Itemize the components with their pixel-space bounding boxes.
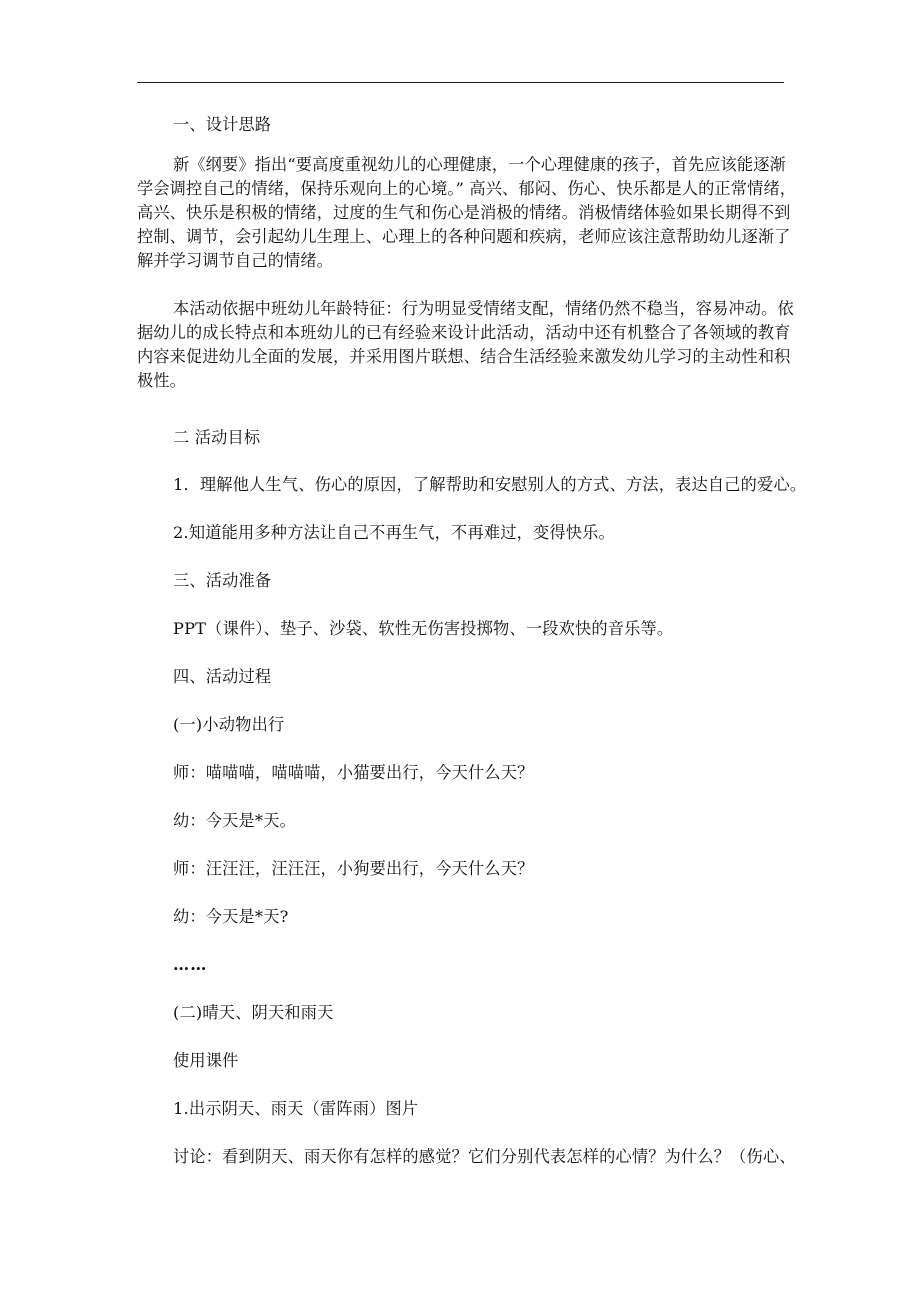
heading-activity-goals: 二 活动目标 (173, 428, 261, 447)
dialogue-teacher-cat: 师：喵喵喵，喵喵喵，小猫要出行，今天什么天？ (173, 763, 534, 782)
header-rule (137, 82, 784, 83)
preparation-list: PPT（课件）、垫子、沙袋、软性无伤害投掷物、一段欢快的音乐等。 (173, 619, 674, 638)
paragraph-line: 内容来促进幼儿全面的发展，并采用图片联想、结合生活经验来激发幼儿学习的主动性和积 (137, 347, 791, 366)
dialogue-child-2: 幼：今天是*天? (173, 907, 289, 926)
discussion-prompt: 讨论：看到阴天、雨天你有怎样的感觉？它们分别代表怎样的心情？为什么？（伤心、 (173, 1147, 796, 1166)
dialogue-child-1: 幼：今天是*天。 (173, 811, 297, 830)
heading-activity-preparation: 三、活动准备 (173, 571, 272, 590)
goal-item-1: 1．理解他人生气、伤心的原因，了解帮助和安慰别人的方式、方法，表达自己的爱心。 (173, 475, 807, 494)
paragraph-line: 高兴、快乐是积极的情绪，过度的生气和伤心是消极的情绪。消极情绪体验如果长期得不到 (137, 203, 791, 222)
goal-item-2: 2.知道能用多种方法让自己不再生气，不再难过，变得快乐。 (173, 523, 615, 542)
ellipsis: …… (173, 955, 208, 974)
paragraph-line: 新《纲要》指出“要高度重视幼儿的心理健康，一个心理健康的孩子，首先应该能逐渐 (173, 155, 786, 174)
paragraph-line: 极性。 (137, 371, 187, 390)
paragraph-line: 学会调控自己的情绪，保持乐观向上的心境。” 高兴、郁闷、伤心、快乐都是人的正常情绪， (137, 179, 797, 198)
heading-design-idea: 一、设计思路 (173, 115, 272, 134)
heading-activity-process: 四、活动过程 (173, 667, 272, 686)
use-courseware: 使用课件 (173, 1051, 239, 1070)
paragraph-line: 据幼儿的成长特点和本班幼儿的已有经验来设计此活动，活动中还有机整合了各领域的教育 (137, 323, 791, 342)
paragraph-line: 控制、调节，会引起幼儿生理上、心理上的各种问题和疾病，老师应该注意帮助幼儿逐渐了 (137, 227, 791, 246)
subheading-animals-outing: (一)小动物出行 (173, 715, 285, 734)
paragraph-activity-basis (137, 297, 794, 393)
paragraph-line: 本活动依据中班幼儿年龄特征：行为明显受情绪支配，情绪仍然不稳当，容易冲动。依 (173, 299, 794, 318)
step-show-pictures: 1.出示阴天、雨天（雷阵雨）图片 (173, 1099, 419, 1118)
dialogue-teacher-dog: 师：汪汪汪，汪汪汪，小狗要出行，今天什么天？ (173, 859, 534, 878)
paragraph-guideline (137, 153, 797, 273)
subheading-weather: (二)晴天、阴天和雨天 (173, 1003, 334, 1022)
paragraph-line: 解并学习调节自己的情绪。 (137, 251, 334, 270)
